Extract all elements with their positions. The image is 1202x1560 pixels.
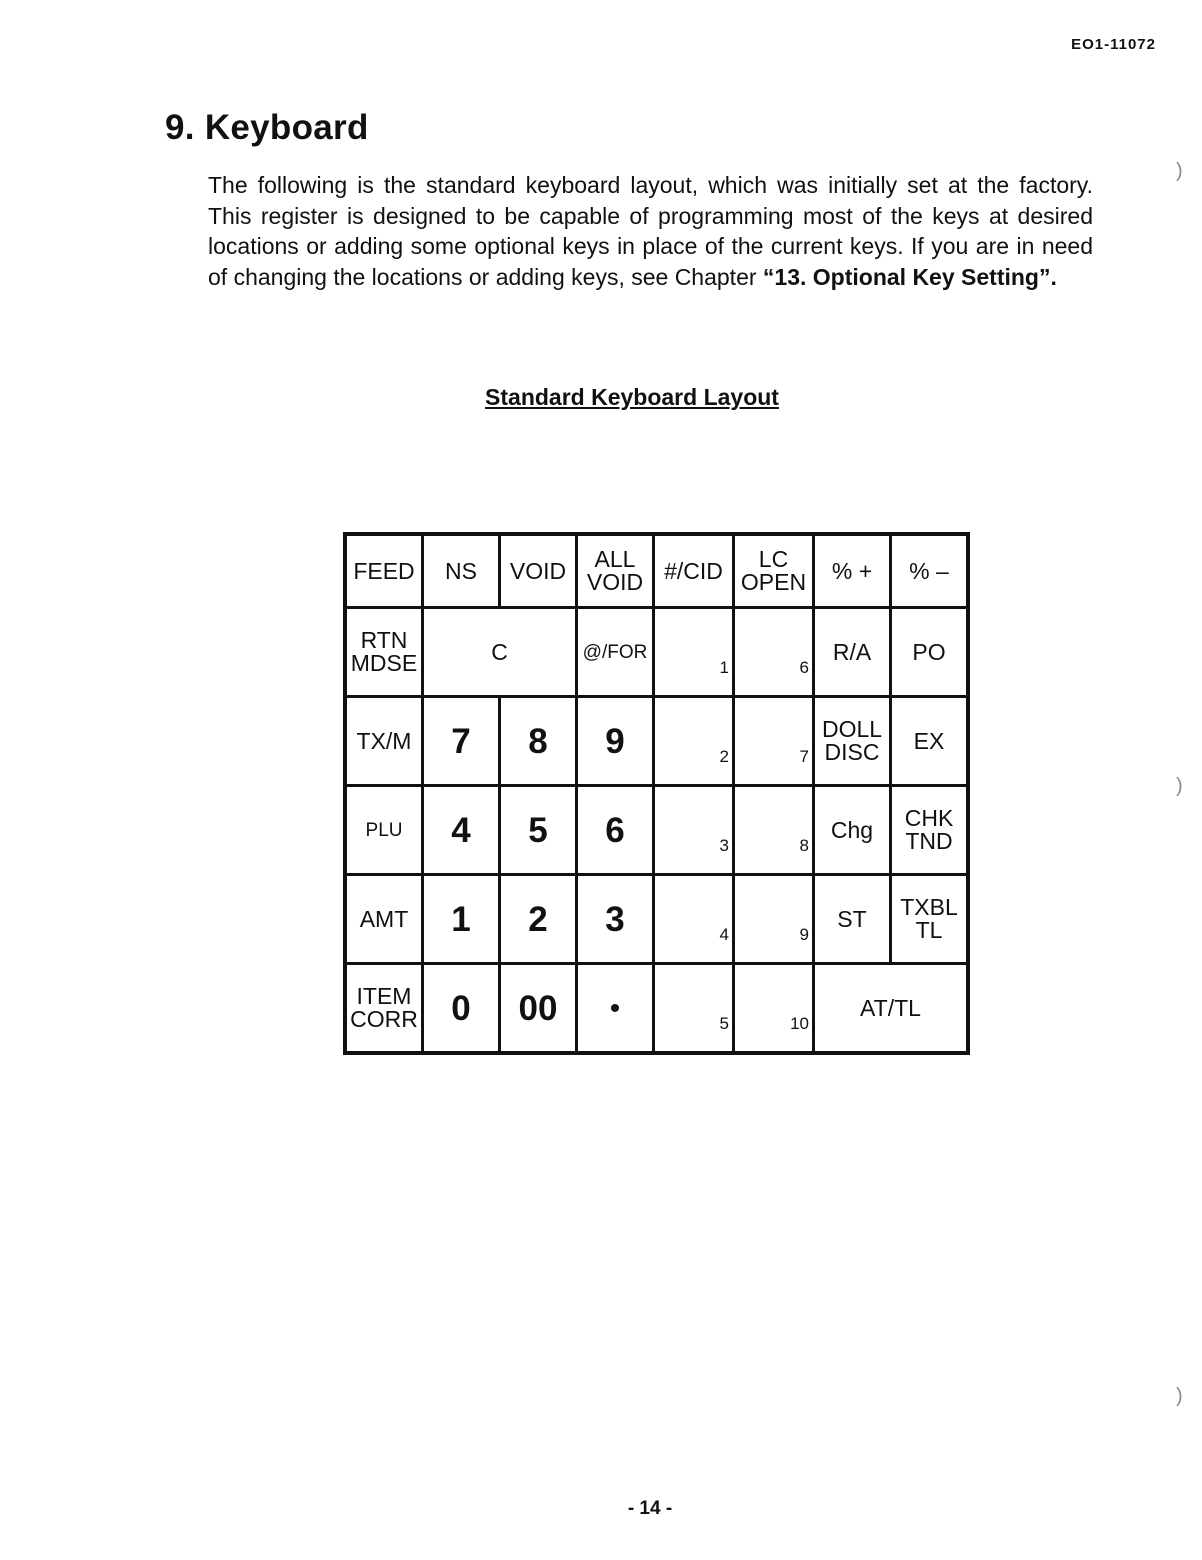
key-at-tl: AT/TL (814, 964, 969, 1054)
key-doll-disc (814, 697, 891, 786)
key-digit-5: 5 (500, 786, 577, 875)
key-item-corr-line1: ITEM (356, 983, 412, 1009)
key-item-corr-line2: CORR (350, 1006, 418, 1032)
key-dept-1: 1 (654, 608, 734, 697)
key-ns: NS (423, 534, 500, 608)
margin-mark: ) (1176, 1385, 1183, 1407)
key-feed: FEED (345, 534, 423, 608)
key-amt: AMT (345, 875, 423, 964)
key-txbl-tl-line2: TL (915, 917, 943, 943)
key-doll-disc-line2: DISC (824, 739, 880, 765)
section-title: 9. Keyboard (165, 108, 369, 147)
key-digit-8: 8 (500, 697, 577, 786)
key-at-for: @/FOR (577, 608, 654, 697)
key-rtn-mdse-line2: MDSE (350, 650, 418, 676)
key-item-corr (345, 964, 423, 1054)
key-cid: #/CID (654, 534, 734, 608)
key-lc-open-line1: LC (758, 546, 789, 572)
key-plu: PLU (345, 786, 423, 875)
key-percent-minus: % – (891, 534, 969, 608)
chapter-reference: “13. Optional Key Setting”. (762, 263, 1057, 290)
key-digit-0: 0 (423, 964, 500, 1054)
key-digit-9: 9 (577, 697, 654, 786)
key-txm: TX/M (345, 697, 423, 786)
key-double-zero: 00 (500, 964, 577, 1054)
key-rtn-mdse-line1: RTN (360, 627, 408, 653)
key-chg: Chg (814, 786, 891, 875)
key-digit-6: 6 (577, 786, 654, 875)
key-dept-9: 9 (734, 875, 814, 964)
key-dept-5: 5 (654, 964, 734, 1054)
key-all-void-line1: ALL (594, 546, 636, 572)
key-po: PO (891, 608, 969, 697)
key-ex: EX (891, 697, 969, 786)
key-digit-7: 7 (423, 697, 500, 786)
key-chk-tnd-line1: CHK (904, 805, 954, 831)
key-rtn-mdse (345, 608, 423, 697)
document-number: EO1-11072 (1071, 36, 1156, 53)
layout-title: Standard Keyboard Layout (485, 384, 779, 410)
key-txbl-tl (891, 875, 969, 964)
key-void: VOID (500, 534, 577, 608)
key-all-void (577, 534, 654, 608)
key-st: ST (814, 875, 891, 964)
key-dept-3: 3 (654, 786, 734, 875)
key-digit-3: 3 (577, 875, 654, 964)
key-dept-4: 4 (654, 875, 734, 964)
key-dept-8: 8 (734, 786, 814, 875)
key-txbl-tl-line1: TXBL (900, 894, 958, 920)
key-dept-6: 6 (734, 608, 814, 697)
keyboard-layout-table (343, 532, 970, 1055)
key-lc-open (734, 534, 814, 608)
intro-paragraph (208, 170, 1093, 292)
key-chk-tnd-line2: TND (905, 828, 953, 854)
key-doll-disc-line1: DOLL (821, 716, 883, 742)
margin-mark: ) (1176, 775, 1183, 797)
key-clear: C (423, 608, 577, 697)
page-number: - 14 - (627, 1498, 673, 1519)
key-percent-plus: % + (814, 534, 891, 608)
key-dept-2: 2 (654, 697, 734, 786)
key-dept-10: 10 (734, 964, 814, 1054)
key-all-void-line2: VOID (586, 569, 644, 595)
margin-mark: ) (1176, 160, 1183, 182)
key-digit-1: 1 (423, 875, 500, 964)
key-ra: R/A (814, 608, 891, 697)
key-digit-2: 2 (500, 875, 577, 964)
key-decimal-point: • (577, 964, 654, 1054)
intro-text: The following is the standard keyboard layout, which was initially set at the factory. This register is designed to be capable of programming most of the keys at desired locations or adding some optional keys in place of the current keys. If you are in need of changing the locations or adding keys, see Chapter (208, 172, 1093, 290)
key-lc-open-line2: OPEN (740, 569, 807, 595)
key-digit-4: 4 (423, 786, 500, 875)
key-chk-tnd (891, 786, 969, 875)
key-dept-7: 7 (734, 697, 814, 786)
